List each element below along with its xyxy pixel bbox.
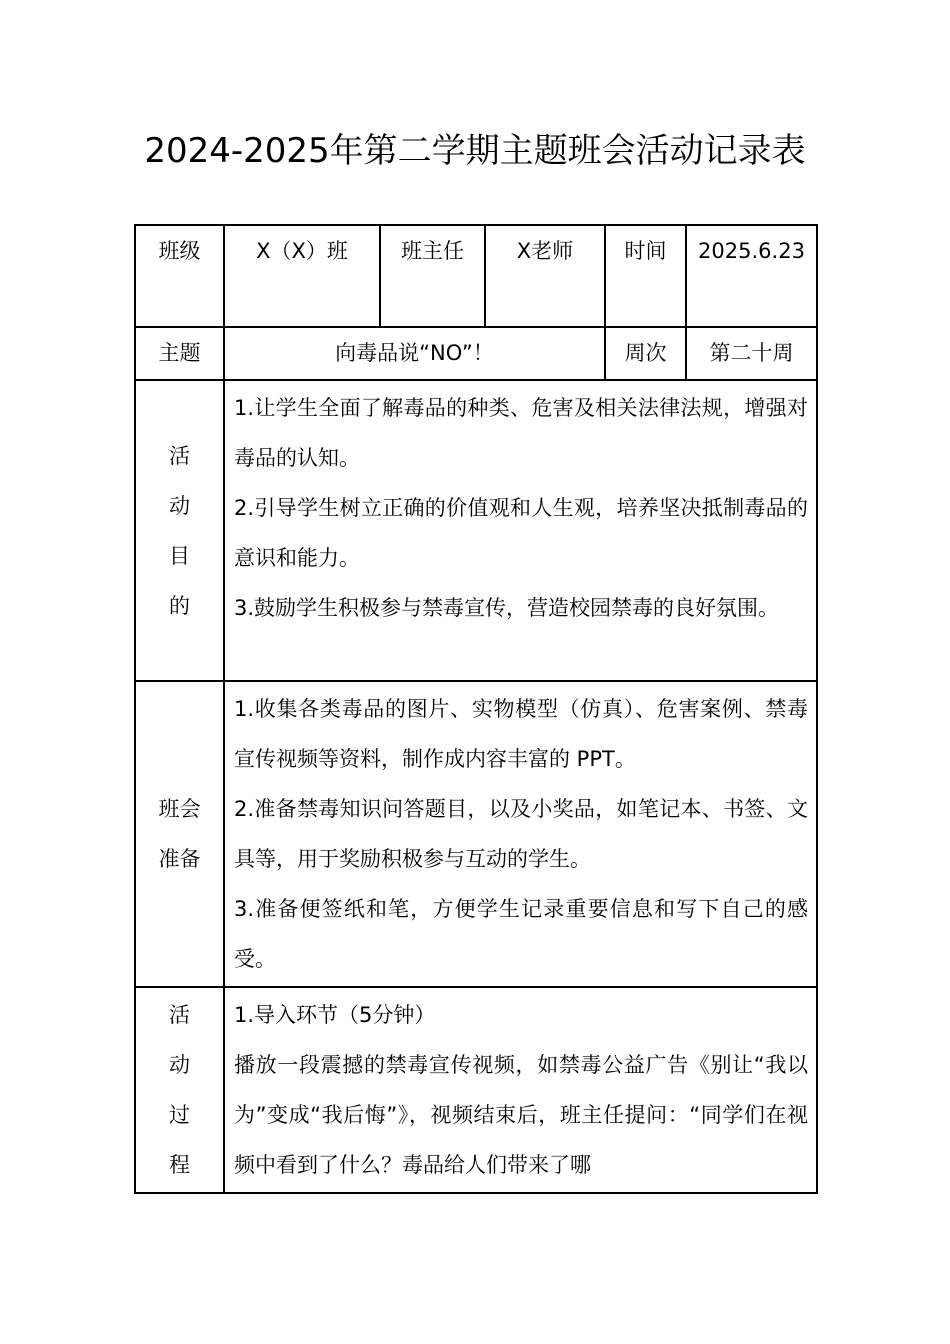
preparation-item: 3.准备便签纸和笔，方便学生记录重要信息和写下自己的感受。 (234, 897, 808, 971)
preparation-label (135, 681, 224, 987)
time-label: 时间 (605, 225, 686, 327)
preparation-content (224, 681, 817, 987)
theme-label: 主题 (135, 327, 224, 380)
teacher-label: 班主任 (380, 225, 485, 327)
process-label (135, 987, 224, 1193)
preparation-item: 1.收集各类毒品的图片、实物模型（仿真）、危害案例、禁毒宣传视频等资料，制作成内容丰富的 PPT。 (234, 697, 808, 771)
record-table (134, 224, 818, 1194)
week-value: 第二十周 (686, 327, 817, 380)
week-label: 周次 (605, 327, 686, 380)
preparation-label-line: 准备 (158, 847, 201, 871)
process-label-char: 动 (169, 1053, 190, 1077)
process-item: 1.导入环节（5分钟） (234, 1003, 436, 1027)
purpose-label-char: 目 (169, 543, 190, 568)
purpose-label-char: 动 (169, 493, 190, 518)
purpose-row (135, 380, 817, 681)
teacher-value: X老师 (485, 225, 605, 327)
purpose-label-char: 活 (169, 443, 190, 468)
purpose-item: 1.让学生全面了解毒品的种类、危害及相关法律法规，增强对毒品的认知。 (234, 396, 808, 470)
header-row (135, 225, 817, 327)
purpose-label-char: 的 (169, 593, 190, 618)
purpose-content (224, 380, 817, 681)
process-label-char: 过 (169, 1103, 190, 1127)
theme-row (135, 327, 817, 380)
class-label: 班级 (135, 225, 224, 327)
purpose-item: 2.引导学生树立正确的价值观和人生观，培养坚决抵制毒品的意识和能力。 (234, 496, 808, 570)
process-label-char: 程 (169, 1153, 190, 1177)
process-content (224, 987, 817, 1193)
page-title: 2024-2025年第二学期主题班会活动记录表 (144, 131, 806, 171)
time-value: 2025.6.23 (686, 225, 817, 327)
process-item: 播放一段震撼的禁毒宣传视频，如禁毒公益广告《别让“我以为”变成“我后悔”》，视频结束后，班主任提问：“同学们在视频中看到了什么？毒品给人们带来了哪 (234, 1053, 808, 1177)
preparation-row (135, 681, 817, 987)
purpose-label (135, 380, 224, 681)
preparation-item: 2.准备禁毒知识问答题目，以及小奖品，如笔记本、书签、文具等，用于奖励积极参与互动的学生。 (234, 797, 808, 871)
class-value: X（X）班 (224, 225, 380, 327)
preparation-label-line: 班会 (158, 797, 201, 821)
purpose-item: 3.鼓励学生积极参与禁毒宣传，营造校园禁毒的良好氛围。 (234, 596, 780, 620)
process-label-char: 活 (169, 1003, 190, 1027)
process-row (135, 987, 817, 1193)
theme-value: 向毒品说“NO”！ (224, 327, 605, 380)
